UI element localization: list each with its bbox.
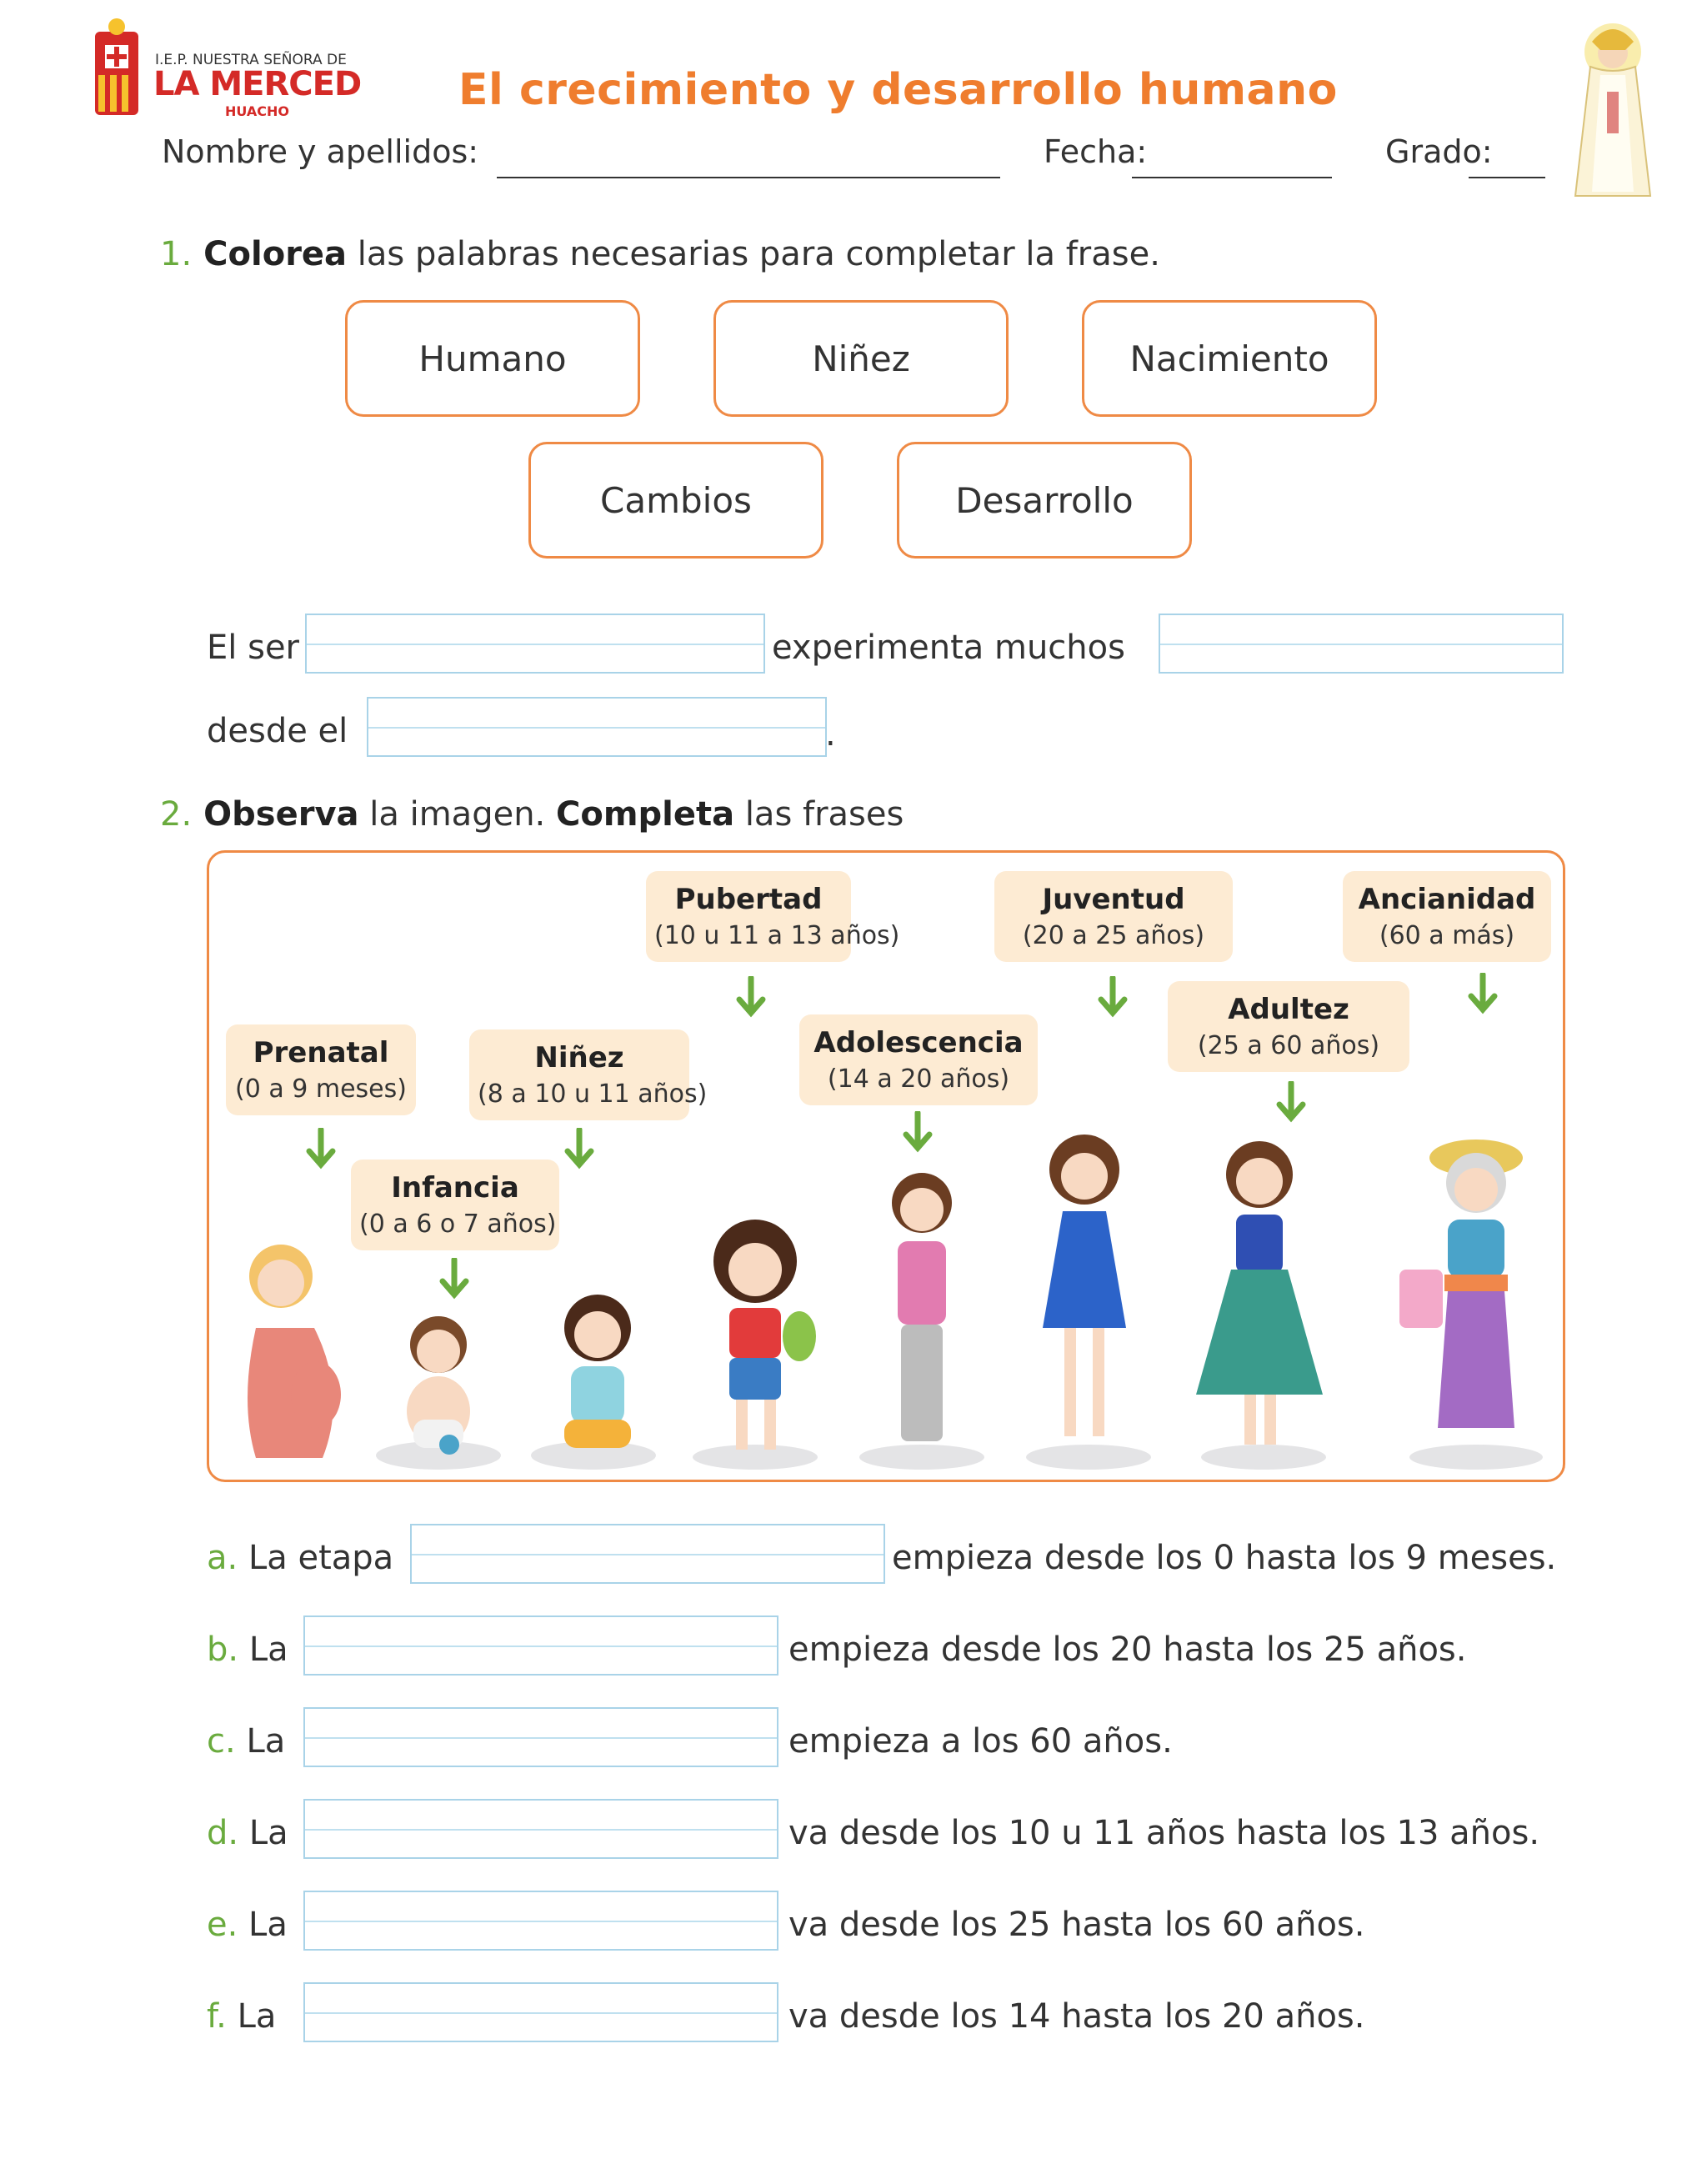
blank-item-f[interactable] <box>303 1982 778 2042</box>
item-letter: e. <box>207 1906 238 1944</box>
word-box-desarrollo[interactable]: Desarrollo <box>897 442 1192 559</box>
virgin-mary-icon <box>1542 17 1684 200</box>
stage-label-juventud <box>994 871 1233 962</box>
question-text-2: las frases <box>744 795 904 834</box>
question-verb-1: Observa <box>203 795 359 834</box>
stage-name: Adultez <box>1228 993 1349 1026</box>
word-box-cambios[interactable]: Cambios <box>528 442 823 559</box>
question-1 <box>160 235 1160 273</box>
sentence-blank-2[interactable] <box>1159 614 1564 674</box>
grade-field[interactable] <box>1469 177 1545 178</box>
young-woman-figure <box>1001 1120 1168 1461</box>
arrow-down-icon <box>734 976 768 1019</box>
item-e <box>207 1906 288 1944</box>
stage-label-pubertad <box>646 871 900 962</box>
sentence-part1: El ser <box>207 629 299 667</box>
stage-range: (20 a 25 años) <box>1022 921 1205 950</box>
stage-label-infancia <box>351 1160 559 1250</box>
stage-range: (0 a 6 o 7 años) <box>359 1210 557 1239</box>
question-2 <box>160 795 904 834</box>
school-name-small: I.E.P. NUESTRA SEÑORA DE <box>155 52 347 68</box>
elderly-woman-figure <box>1393 1120 1559 1461</box>
item-letter: b. <box>207 1630 239 1669</box>
arrow-down-icon <box>563 1128 596 1171</box>
item-a <box>207 1539 393 1577</box>
stage-range: (14 a 20 años) <box>827 1064 1010 1094</box>
item-f <box>207 1997 276 2036</box>
item-b <box>207 1630 288 1669</box>
arrow-down-icon <box>438 1258 471 1301</box>
stage-label-ninez <box>469 1029 708 1120</box>
stage-name: Niñez <box>534 1041 624 1074</box>
item-letter: d. <box>207 1814 239 1852</box>
item-before: La <box>248 1906 288 1944</box>
stage-label-adolescencia <box>799 1014 1038 1105</box>
arrow-down-icon <box>901 1111 934 1155</box>
item-letter: a. <box>207 1539 238 1577</box>
school-city: HUACHO <box>225 103 290 119</box>
item-before: La <box>246 1722 286 1761</box>
stage-name: Prenatal <box>253 1036 389 1069</box>
sentence-part2: experimenta muchos <box>772 629 1125 667</box>
school-name: LA MERCED <box>153 65 362 103</box>
blank-item-d[interactable] <box>303 1799 778 1859</box>
preteen-girl-figure <box>693 1211 826 1461</box>
question-text: las palabras necesarias para completar la frase. <box>357 235 1160 273</box>
stage-label-adultez <box>1168 981 1409 1072</box>
item-before: La <box>248 1814 288 1852</box>
page-title: El crecimiento y desarrollo humano <box>458 65 1338 115</box>
stage-name: Infancia <box>391 1171 519 1205</box>
word-box-nacimiento[interactable]: Nacimiento <box>1082 300 1377 417</box>
word-box-humano[interactable]: Humano <box>345 300 640 417</box>
sentence-part3: desde el <box>207 712 348 750</box>
blank-item-b[interactable] <box>303 1615 778 1676</box>
school-logo <box>92 17 362 125</box>
stage-name: Ancianidad <box>1358 883 1536 916</box>
item-d <box>207 1814 288 1852</box>
item-letter: f. <box>207 1997 227 2036</box>
name-label: Nombre y apellidos: <box>162 133 479 170</box>
item-e-after: va desde los 25 hasta los 60 años. <box>788 1906 1365 1944</box>
item-b-after: empieza desde los 20 hasta los 25 años. <box>788 1630 1467 1669</box>
question-number: 2. <box>160 795 193 834</box>
item-c-after: empieza a los 60 años. <box>788 1722 1173 1761</box>
arrow-down-icon <box>1096 976 1129 1019</box>
arrow-down-icon <box>304 1128 338 1171</box>
stage-name: Pubertad <box>674 883 823 916</box>
item-before: La <box>248 1630 288 1669</box>
question-number: 1. <box>160 235 193 273</box>
sentence-blank-3[interactable] <box>367 697 827 757</box>
item-before: La <box>237 1997 277 2036</box>
stage-range: (25 a 60 años) <box>1197 1031 1380 1060</box>
arrow-down-icon <box>1466 973 1499 1016</box>
item-a-after: empieza desde los 0 hasta los 9 meses. <box>892 1539 1557 1577</box>
virgin-illustration <box>1542 17 1684 200</box>
word-box-ninez[interactable]: Niñez <box>713 300 1009 417</box>
life-stages-figure <box>207 850 1565 1482</box>
item-c <box>207 1722 285 1761</box>
question-verb: Colorea <box>203 235 348 273</box>
grade-label: Grado: <box>1385 133 1493 170</box>
stage-range: (10 u 11 a 13 años) <box>654 921 900 950</box>
stage-range: (0 a 9 meses) <box>235 1074 407 1104</box>
pregnant-woman-figure <box>223 1236 348 1461</box>
stage-range: (8 a 10 u 11 años) <box>478 1079 708 1109</box>
stage-label-ancianidad <box>1343 871 1551 962</box>
baby-figure <box>384 1303 493 1461</box>
item-before: La etapa <box>248 1539 394 1577</box>
blank-item-a[interactable] <box>410 1524 885 1584</box>
stage-range: (60 a más) <box>1379 921 1515 950</box>
question-text-1: la imagen. <box>369 795 546 834</box>
blank-item-e[interactable] <box>303 1891 778 1951</box>
item-d-after: va desde los 10 u 11 años hasta los 13 años. <box>788 1814 1540 1852</box>
date-field[interactable] <box>1132 177 1332 178</box>
stage-name: Juventud <box>1042 883 1185 916</box>
item-letter: c. <box>207 1722 236 1761</box>
stage-label-prenatal <box>226 1024 416 1115</box>
arrow-down-icon <box>1274 1081 1308 1125</box>
blank-item-c[interactable] <box>303 1707 778 1767</box>
question-verb-2: Completa <box>555 795 735 834</box>
adult-woman-figure <box>1176 1128 1343 1461</box>
sentence-blank-1[interactable] <box>305 614 765 674</box>
name-field[interactable] <box>497 177 1000 178</box>
stage-name: Adolescencia <box>813 1026 1024 1059</box>
teen-girl-figure <box>868 1161 976 1461</box>
sentence-end: . <box>825 715 836 754</box>
item-f-after: va desde los 14 hasta los 20 años. <box>788 1997 1365 2036</box>
girl-figure <box>539 1286 656 1461</box>
date-label: Fecha: <box>1044 133 1148 170</box>
